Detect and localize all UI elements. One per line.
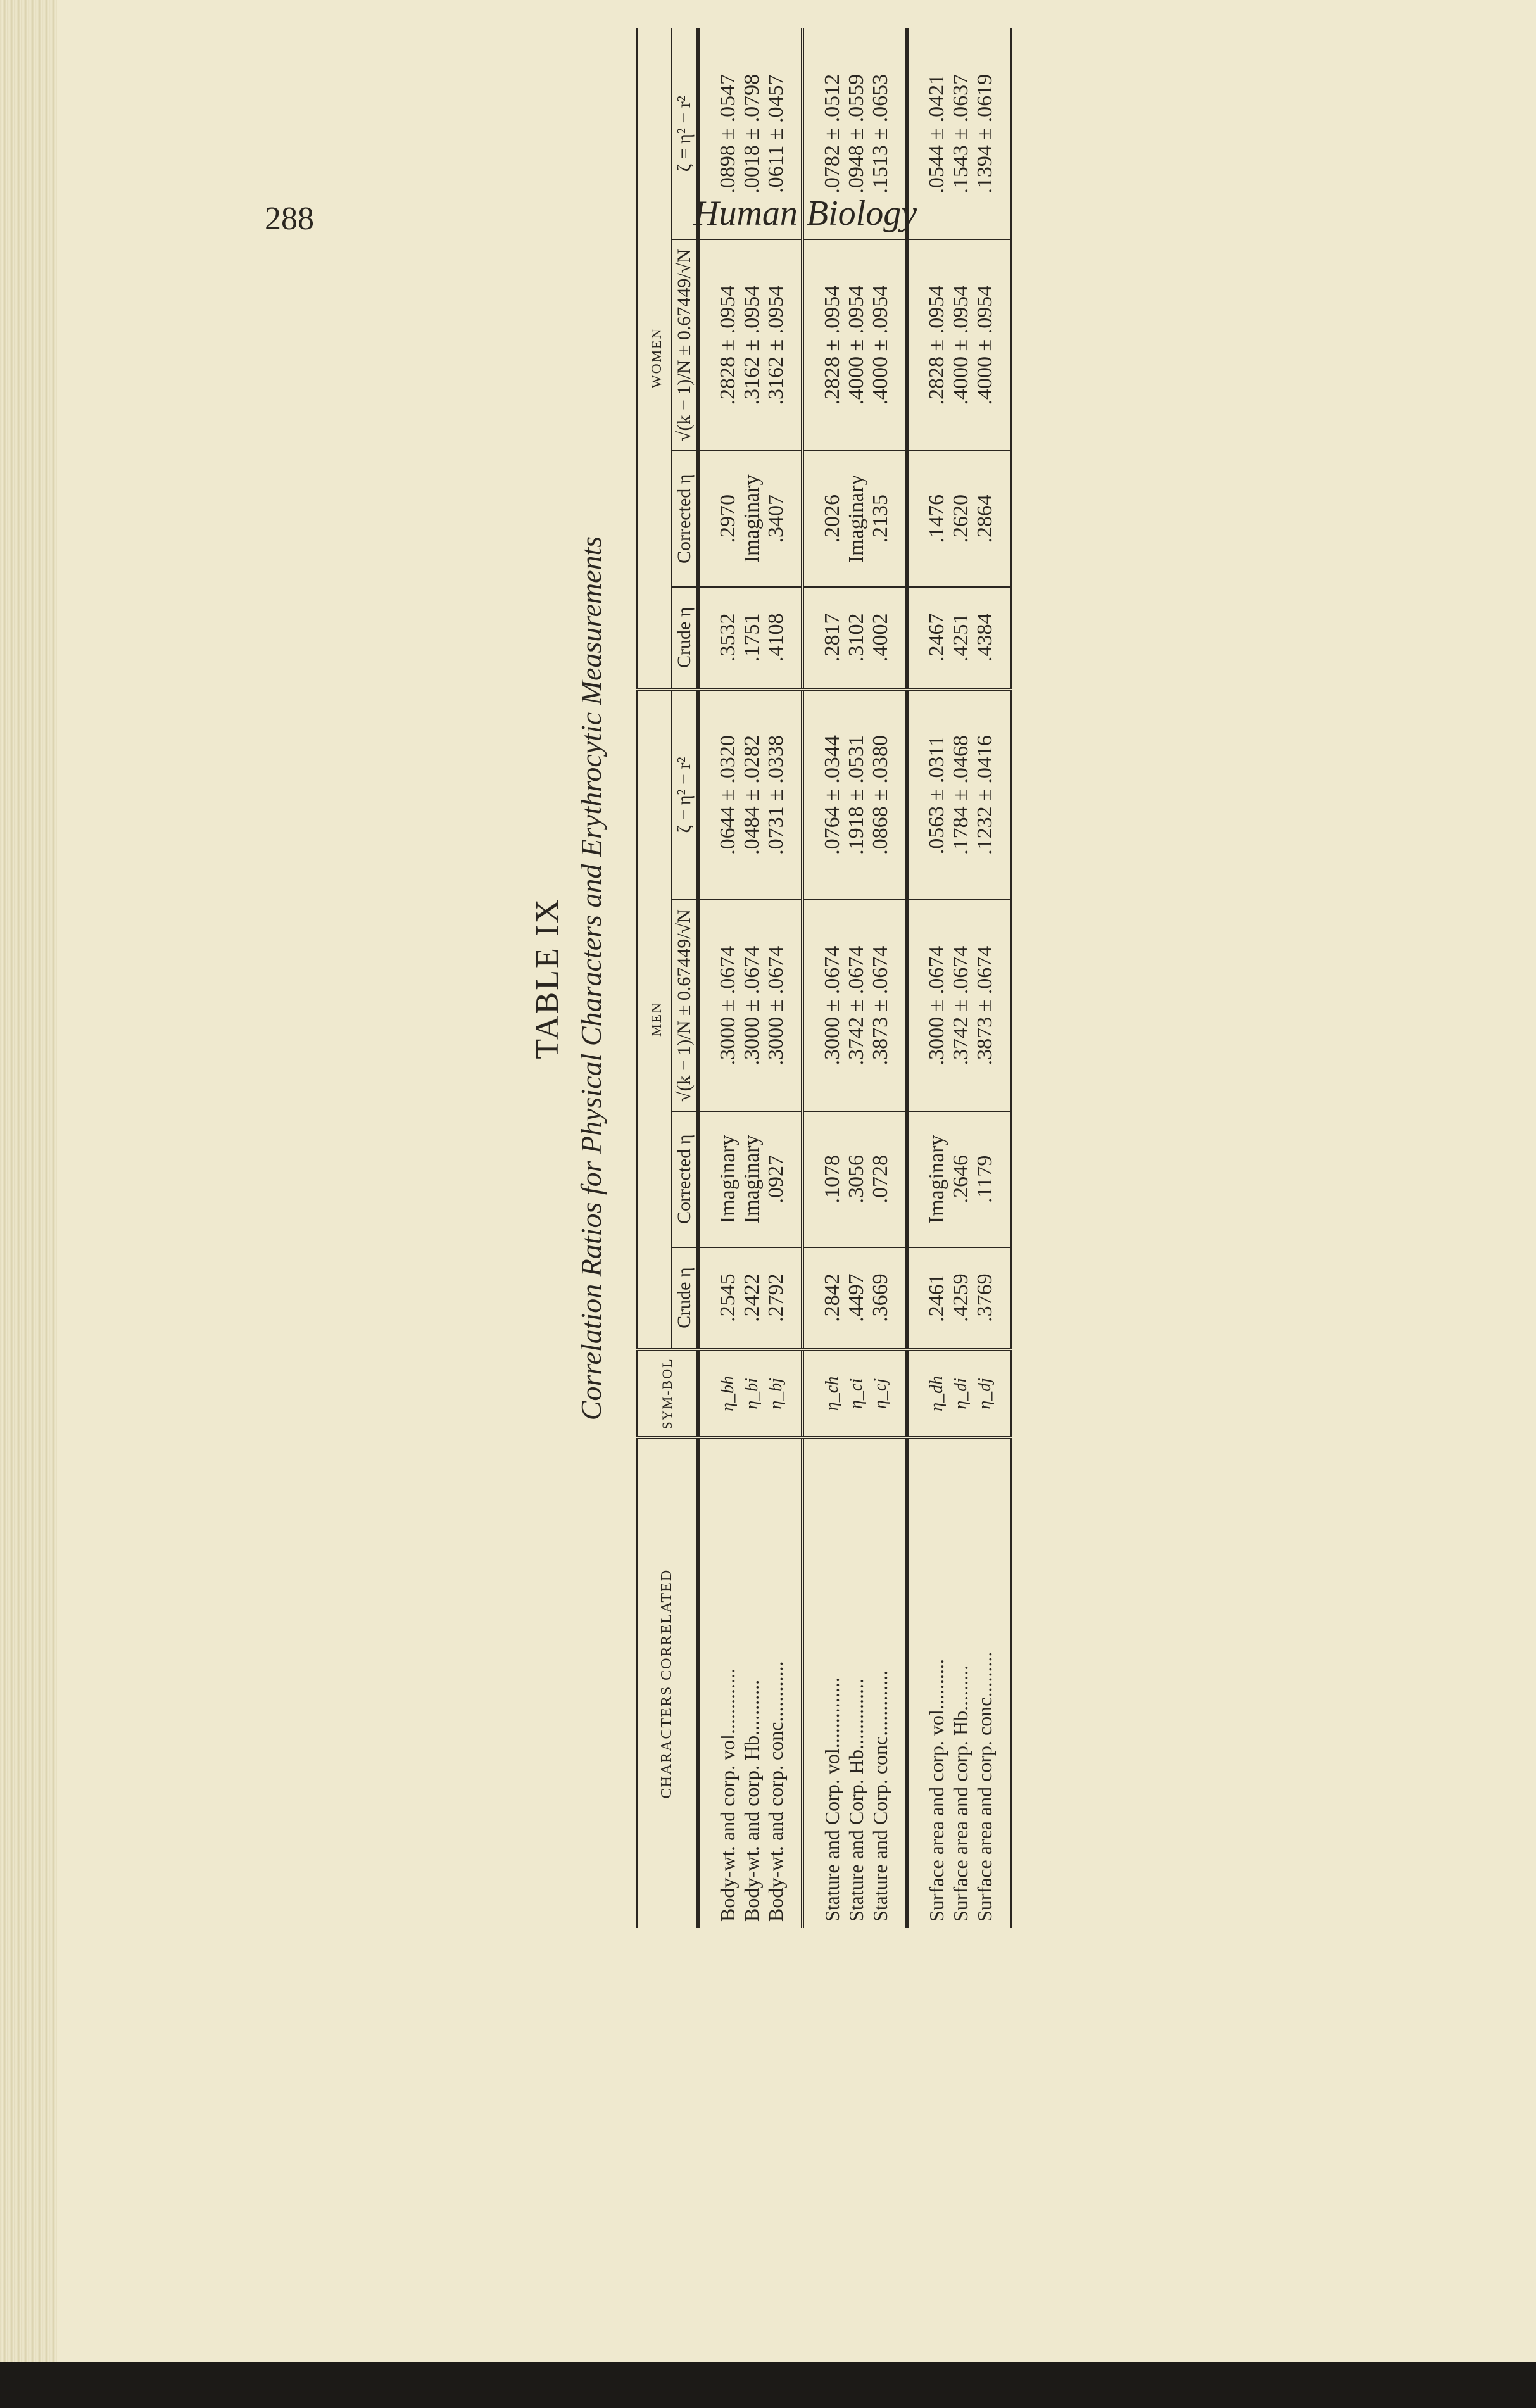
men-zeta-header: ζ − η² − r² (672, 689, 698, 900)
men-crude-cell: .3769 (973, 1247, 1011, 1349)
row-symbol: η_bh (698, 1349, 740, 1438)
women-zeta-cell: .0544 ± .0421 (907, 28, 949, 239)
men-zeta-cell: .0644 ± .0320 (698, 689, 740, 900)
rotated-table-block (529, 28, 1225, 1928)
women-pe-cell: .4000 ± .0954 (949, 239, 973, 450)
men-corrected-cell: .0728 (869, 1111, 907, 1247)
women-corrected-header: Corrected η (672, 451, 698, 587)
table-row (740, 28, 764, 1928)
men-crude-header: Crude η (672, 1247, 698, 1349)
men-zeta-cell: .0563 ± .0311 (907, 689, 949, 900)
row-label: Stature and Corp. conc............. (869, 1670, 891, 1922)
men-pe-cell: .3742 ± .0674 (949, 900, 973, 1111)
women-zeta-cell: .1513 ± .0653 (869, 28, 907, 239)
women-corrected-cell: .2970 (698, 451, 740, 587)
women-crude-cell: .3102 (845, 587, 869, 689)
women-header: WOMEN (638, 28, 672, 689)
men-pe-cell: .3000 ± .0674 (698, 900, 740, 1111)
women-corrected-cell: .2026 (802, 451, 845, 587)
women-zeta-cell: .0018 ± .0798 (740, 28, 764, 239)
surface-area-group (907, 28, 1010, 1928)
women-pe-cell: .3162 ± .0954 (740, 239, 764, 450)
men-pe-cell: .3000 ± .0674 (740, 900, 764, 1111)
men-zeta-cell: .0764 ± .0344 (802, 689, 845, 900)
women-zeta-cell: .0782 ± .0512 (802, 28, 845, 239)
women-crude-cell: .2467 (907, 587, 949, 689)
table-row (973, 28, 1011, 1928)
women-pe-cell: .2828 ± .0954 (698, 239, 740, 450)
women-crude-cell: .1751 (740, 587, 764, 689)
row-label: Body-wt. and corp. conc............ (764, 1661, 787, 1922)
women-crude-cell: .4002 (869, 587, 907, 689)
men-corrected-cell: .3056 (845, 1111, 869, 1247)
men-pe-cell: .3000 ± .0674 (907, 900, 949, 1111)
men-corrected-cell: .2646 (949, 1111, 973, 1247)
men-crude-cell: .2422 (740, 1247, 764, 1349)
women-corrected-cell: Imaginary (845, 451, 869, 587)
women-corrected-cell: .2864 (973, 451, 1011, 587)
men-corrected-cell: .1078 (802, 1111, 845, 1247)
table-row (764, 28, 803, 1928)
men-corrected-cell: Imaginary (740, 1111, 764, 1247)
men-crude-cell: .2461 (907, 1247, 949, 1349)
table-title: TABLE IX (529, 897, 565, 1059)
row-label: Surface area and corp. conc......... (973, 1651, 996, 1922)
body-weight-group (698, 28, 802, 1928)
row-label: Body-wt. and corp. Hb........... (740, 1679, 763, 1922)
row-symbol: η_ch (802, 1349, 845, 1438)
women-zeta-cell: .0898 ± .0547 (698, 28, 740, 239)
row-symbol: η_cj (869, 1349, 907, 1438)
page-number: 288 (265, 201, 314, 237)
page-edge-stack (0, 0, 57, 2362)
women-zeta-header: ζ = η² − r² (672, 28, 698, 239)
table-subtitle: Correlation Ratios for Physical Characters and Erythrocytic Measurements (575, 536, 607, 1421)
men-zeta-cell: .1784 ± .0468 (949, 689, 973, 900)
men-zeta-cell: .0868 ± .0380 (869, 689, 907, 900)
men-pe-cell: .3873 ± .0674 (869, 900, 907, 1111)
women-pe-cell: .4000 ± .0954 (973, 239, 1011, 450)
men-pe-cell: .3742 ± .0674 (845, 900, 869, 1111)
table-row (845, 28, 869, 1928)
men-crude-cell: .3669 (869, 1247, 907, 1349)
men-pe-cell: .3000 ± .0674 (802, 900, 845, 1111)
correlation-table (636, 28, 1012, 1928)
men-pe-header: √(k − 1)/N ± 0.67449/√N (672, 900, 698, 1111)
women-zeta-cell: .1394 ± .0619 (973, 28, 1011, 239)
women-crude-cell: .3532 (698, 587, 740, 689)
women-zeta-cell: .0948 ± .0559 (845, 28, 869, 239)
women-zeta-cell: .1543 ± .0637 (949, 28, 973, 239)
characters-header: CHARACTERS CORRELATED (658, 1568, 676, 1799)
women-corrected-cell: Imaginary (740, 451, 764, 587)
women-corrected-cell: .1476 (907, 451, 949, 587)
row-symbol: η_dh (907, 1349, 949, 1438)
women-crude-header: Crude η (672, 587, 698, 689)
men-corrected-header: Corrected η (672, 1111, 698, 1247)
running-head: Human Biology (693, 194, 917, 233)
men-zeta-cell: .0484 ± .0282 (740, 689, 764, 900)
women-pe-cell: .2828 ± .0954 (907, 239, 949, 450)
symbol-header: SYM-BOL (638, 1349, 698, 1438)
row-label: Surface area and corp. vol.......... (925, 1659, 948, 1922)
men-corrected-cell: Imaginary (907, 1111, 949, 1247)
men-crude-cell: .2545 (698, 1247, 740, 1349)
row-label: Stature and Corp. Hb.............. (845, 1679, 867, 1922)
women-crude-cell: .4108 (764, 587, 803, 689)
men-corrected-cell: .1179 (973, 1111, 1011, 1247)
men-zeta-cell: .1232 ± .0416 (973, 689, 1011, 900)
men-corrected-cell: .0927 (764, 1111, 803, 1247)
men-zeta-cell: .1918 ± .0531 (845, 689, 869, 900)
men-header: MEN (638, 689, 672, 1349)
row-symbol: η_bj (764, 1349, 803, 1438)
table-row (869, 28, 907, 1928)
women-corrected-cell: .3407 (764, 451, 803, 587)
women-corrected-cell: .2620 (949, 451, 973, 587)
row-symbol: η_bi (740, 1349, 764, 1438)
row-symbol: η_dj (973, 1349, 1011, 1438)
table-row (802, 28, 845, 1928)
men-pe-cell: .3000 ± .0674 (764, 900, 803, 1111)
women-crude-cell: .4384 (973, 587, 1011, 689)
men-crude-cell: .2842 (802, 1247, 845, 1349)
women-zeta-cell: .0611 ± .0457 (764, 28, 803, 239)
women-pe-cell: .3162 ± .0954 (764, 239, 803, 450)
women-pe-cell: .2828 ± .0954 (802, 239, 845, 450)
men-pe-cell: .3873 ± .0674 (973, 900, 1011, 1111)
row-label: Stature and Corp. vol.............. (821, 1677, 843, 1922)
table-row (949, 28, 973, 1928)
men-corrected-cell: Imaginary (698, 1111, 740, 1247)
men-crude-cell: .2792 (764, 1247, 803, 1349)
table-row (698, 28, 740, 1928)
row-symbol: η_di (949, 1349, 973, 1438)
men-crude-cell: .4259 (949, 1247, 973, 1349)
women-pe-cell: .4000 ± .0954 (869, 239, 907, 450)
row-label: Body-wt. and corp. vol............. (716, 1668, 739, 1922)
women-corrected-cell: .2135 (869, 451, 907, 587)
women-pe-cell: .4000 ± .0954 (845, 239, 869, 450)
men-crude-cell: .4497 (845, 1247, 869, 1349)
women-crude-cell: .4251 (949, 587, 973, 689)
row-symbol: η_ci (845, 1349, 869, 1438)
table-row (907, 28, 949, 1928)
women-pe-header: √(k − 1)/N ± 0.67449/√N (672, 239, 698, 450)
stature-group (802, 28, 907, 1928)
women-crude-cell: .2817 (802, 587, 845, 689)
men-zeta-cell: .0731 ± .0338 (764, 689, 803, 900)
row-label: Surface area and corp. Hb......... (949, 1665, 972, 1922)
